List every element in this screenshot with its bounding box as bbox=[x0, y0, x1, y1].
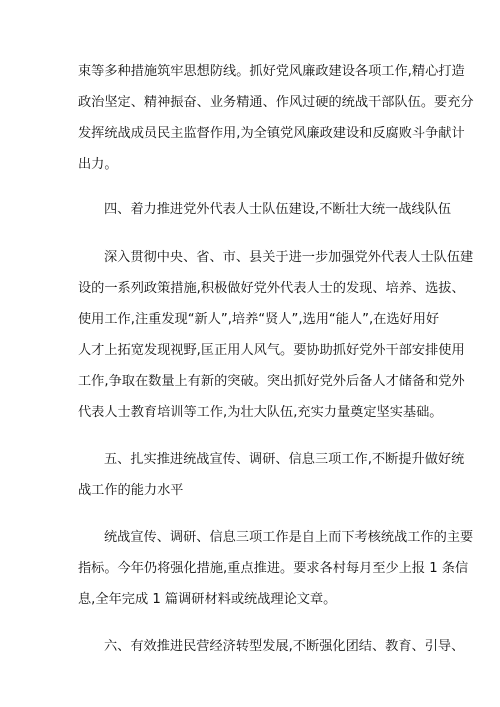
body-text-line: 人才上拓宽发现视野,匡正用人风气。要协助抓好党外干部安排使用 bbox=[78, 343, 465, 358]
body-text-line: 使用工作,注重发现“新人”,培养“贤人”,选用“能人”,在选好用好 bbox=[78, 312, 440, 327]
body-text-line: 代表人士教育培训等工作,为壮大队伍,充实力量奠定坚实基础。 bbox=[78, 405, 443, 420]
body-text-line: 统战宣传、调研、信息三项工作是自上而下考核统战工作的主要 bbox=[104, 530, 474, 545]
body-text-line: 息,全年完成 1 篇调研材料或统战理论文章。 bbox=[78, 592, 337, 607]
section-heading-continued: 战工作的能力水平 bbox=[78, 483, 184, 498]
body-text-line: 设的一系列政策措施,积极做好党外代表人士的发现、培养、选拔、 bbox=[78, 281, 465, 296]
section-heading: 四、着力推进党外代表人士队伍建设,不断壮大统一战线队伍 bbox=[104, 202, 452, 217]
body-text-line: 束等多种措施筑牢思想防线。抓好党风廉政建设各项工作,精心打造 bbox=[78, 64, 465, 79]
body-text-line: 发挥统战成员民主监督作用,为全镇党风廉政建设和反腐败斗争献计 bbox=[78, 126, 465, 141]
body-text-line: 指标。今年仍将强化措施,重点推进。要求各村每月至少上报 1 条信 bbox=[78, 561, 469, 576]
body-text-line: 深入贯彻中央、省、市、县关于进一步加强党外代表人士队伍建 bbox=[104, 250, 474, 265]
section-heading: 五、扎实推进统战宣传、调研、信息三项工作,不断提升做好统 bbox=[104, 452, 465, 467]
section-heading: 六、有效推进民营经济转型发展,不断强化团结、教育、引导、 bbox=[104, 639, 465, 654]
body-text-line: 出力。 bbox=[78, 157, 118, 172]
body-text-line: 政治坚定、精神振奋、业务精通、作风过硬的统战干部队伍。要充分 bbox=[78, 95, 474, 110]
body-text-line: 工作,争取在数量上有新的突破。突出抓好党外后备人才储备和党外 bbox=[78, 374, 465, 389]
